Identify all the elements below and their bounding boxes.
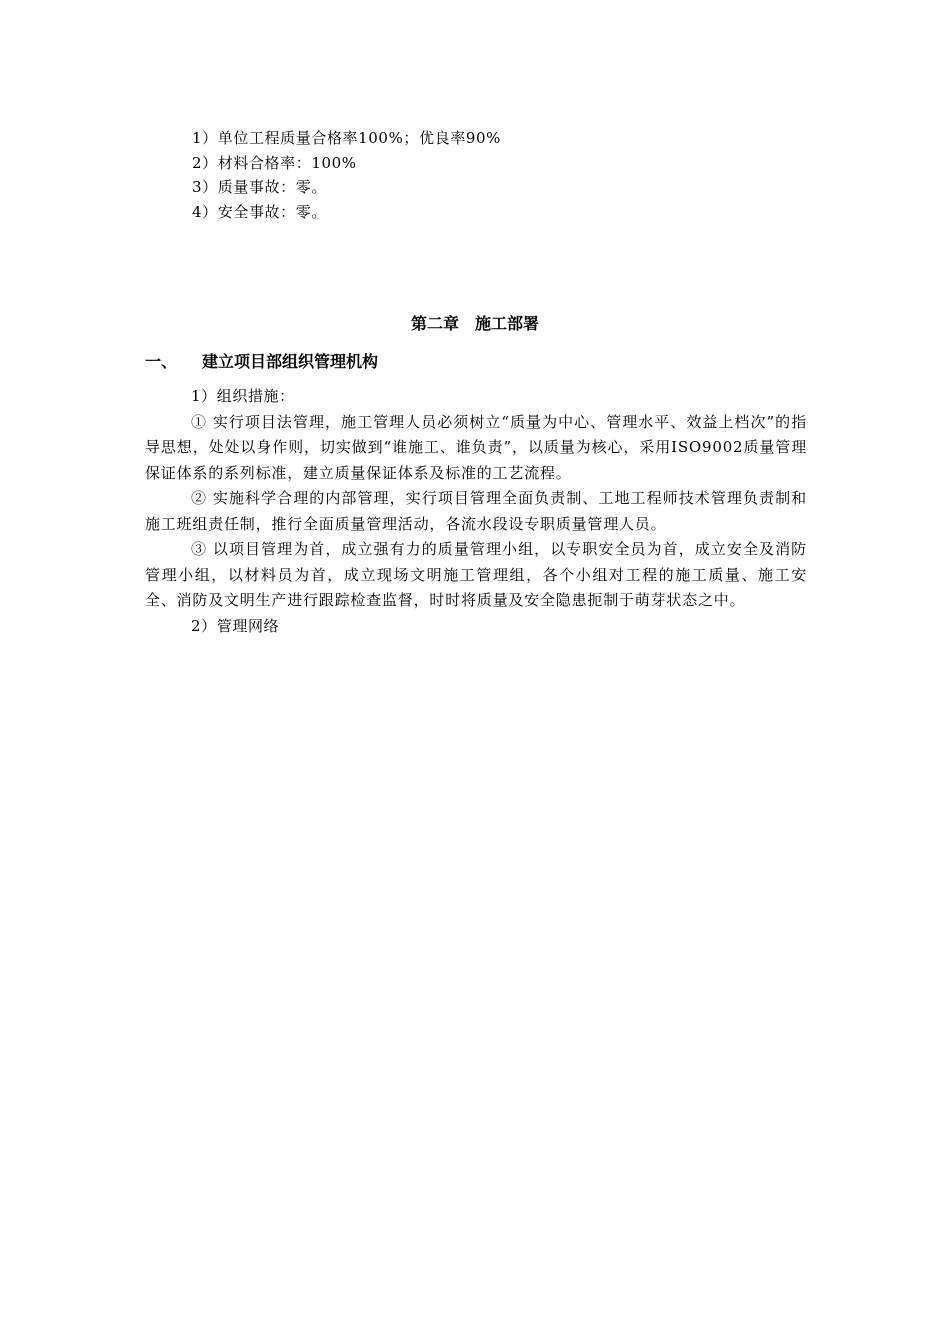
goal-item-safety-accident: 4）安全事故：零。: [192, 202, 327, 221]
management-network-heading: 2）管理网络: [191, 616, 280, 635]
goal-item-material-rate: 2）材料合格率：100%: [192, 153, 357, 172]
section-number: 一、: [145, 352, 178, 371]
goal-item-quality-rate: 1）单位工程质量合格率100%；优良率90%: [192, 129, 501, 147]
organization-paragraph-1: ① 实行项目法管理，施工管理人员必须树立“质量为中心、管理水平、效益上档次”的指导思想，处处以身作则，切实做到“谁施工、谁负责”，以质量为核心，采用ISO9002质量管理保证体系的系列标准，建立质量保证体系及标准的工艺流程。: [145, 412, 807, 482]
section-heading: [145, 349, 378, 375]
organization-paragraph-3: ③ 以项目管理为首，成立强有力的质量管理小组，以专职安全员为首，成立安全及消防管理小组，以材料员为首，成立现场文明施工管理组，各个小组对工程的施工质量、施工安全、消防及文明生产进行跟踪检查监督，时时将质量及安全隐患扼制于萌芽状态之中。: [145, 540, 807, 609]
section-body: [145, 384, 807, 639]
organization-measures-heading: 1）组织措施：: [191, 387, 295, 405]
goal-item-quality-accident: 3）质量事故：零。: [192, 178, 327, 197]
organization-paragraph-2: ② 实施科学合理的内部管理，实行项目管理全面负责制、工地工程师技术管理负责制和施工班组责任制，推行全面质量管理活动，各流水段设专职质量管理人员。: [145, 489, 807, 533]
chapter-title: 第二章 施工部署: [410, 314, 539, 333]
section-title: 建立项目部组织管理机构: [202, 352, 379, 371]
quality-goal-list: [192, 126, 812, 224]
